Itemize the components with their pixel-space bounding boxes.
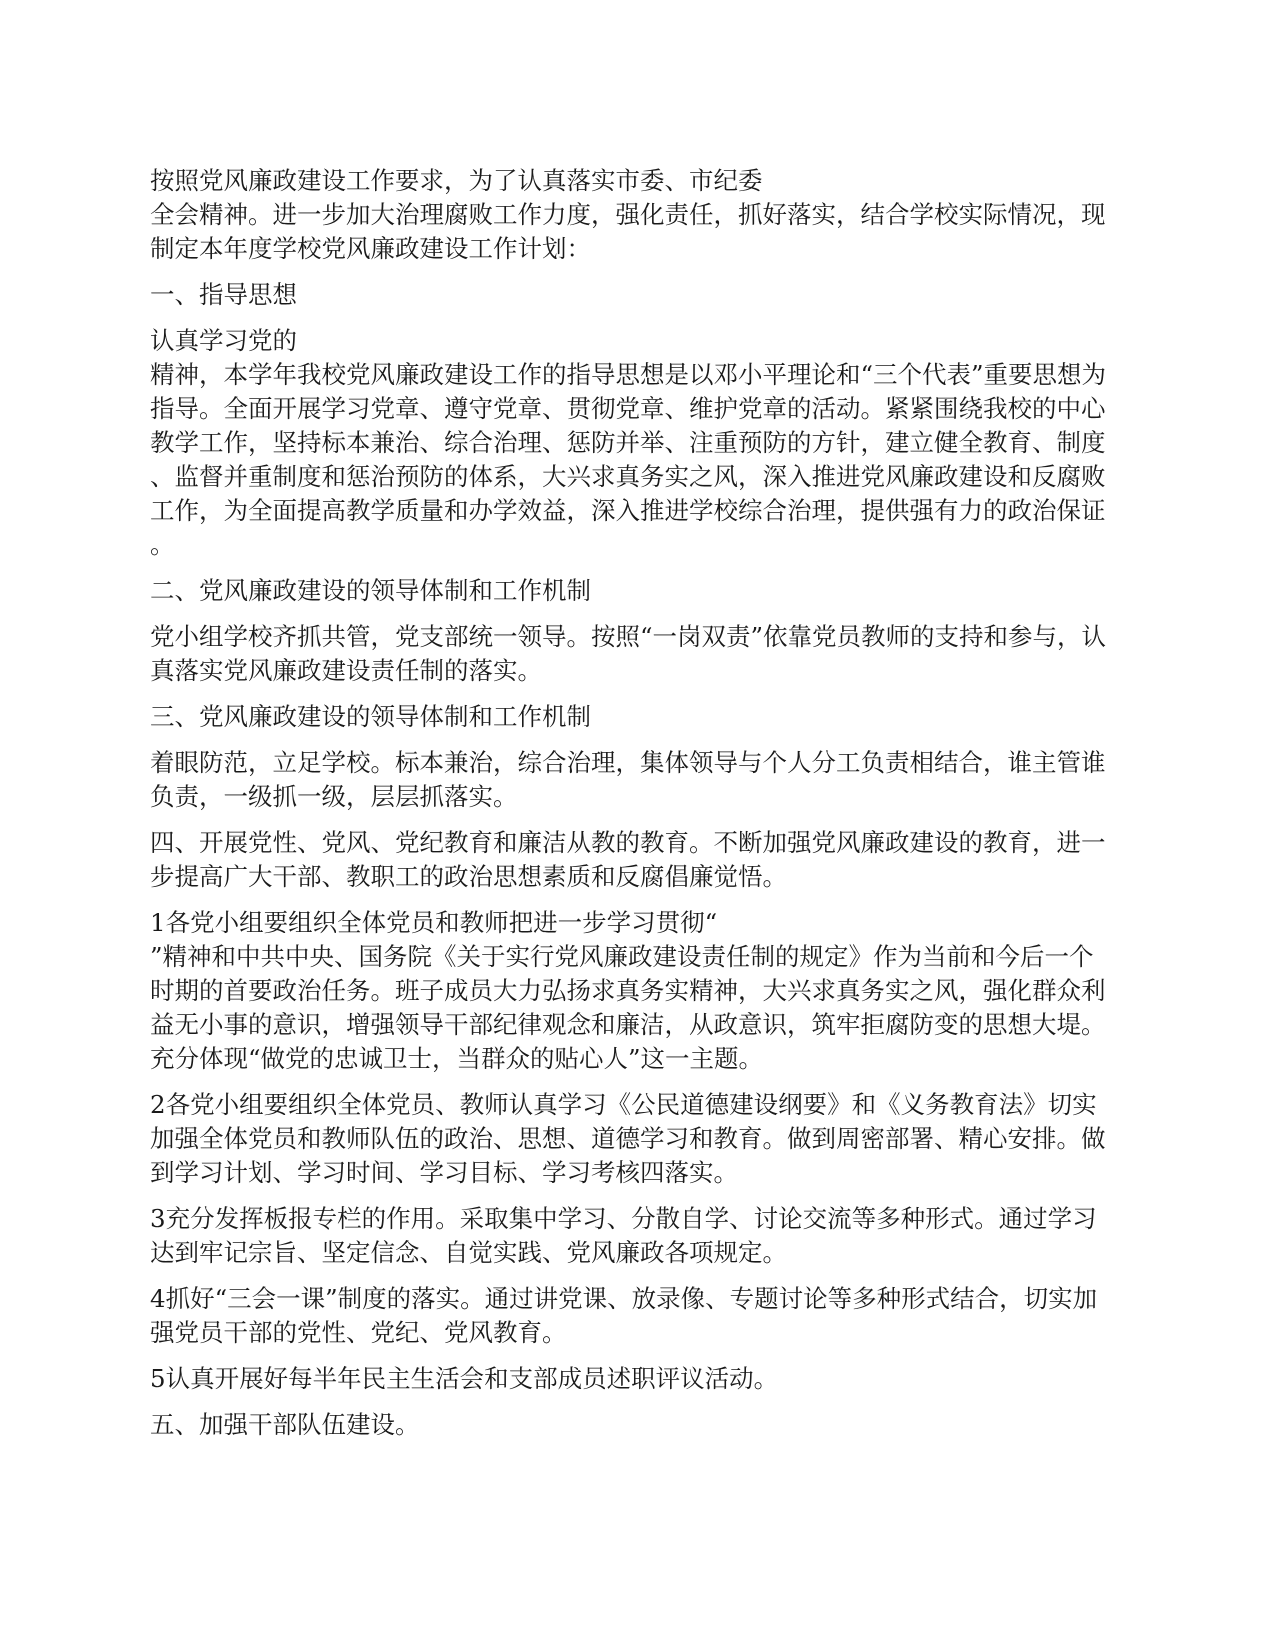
text-line: 充分体现“做党的忠诚卫士，当群众的贴心人”这一主题。: [150, 1044, 764, 1073]
text-line: 步提高广大干部、教职工的政治思想素质和反腐倡廉觉悟。: [150, 862, 787, 891]
paragraph: [150, 700, 1125, 734]
text-line: 五、加强干部队伍建设。: [150, 1410, 420, 1439]
text-line: 制定本年度学校党风廉政建设工作计划：: [150, 234, 591, 263]
text-line: 四、开展党性、党风、党纪教育和廉洁从教的教育。不断加强党风廉政建设的教育，进一: [150, 828, 1106, 857]
text-line: 加强全体党员和教师队伍的政治、思想、道德学习和教育。做到周密部署、精心安排。做: [150, 1124, 1106, 1153]
text-line: 党小组学校齐抓共管，党支部统一领导。按照“一岗双责”依靠党员教师的支持和参与，认: [150, 622, 1107, 651]
paragraph: [150, 1362, 1125, 1396]
text-line: 全会精神。进一步加大治理腐败工作力度，强化责任，抓好落实，结合学校实际情况，现: [150, 200, 1106, 229]
document-body: [150, 164, 1125, 1442]
text-line: 按照党风廉政建设工作要求，为了认真落实市委、市纪委: [150, 166, 763, 195]
text-line: 、监督并重制度和惩治预防的体系，大兴求真务实之风，深入推进党风廉政建设和反腐败: [150, 462, 1106, 491]
document-page: [150, 164, 1125, 1454]
text-line: 5认真开展好每半年民主生活会和支部成员述职评议活动。: [150, 1364, 779, 1393]
text-line: 时期的首要政治任务。班子成员大力弘扬求真务实精神，大兴求真务实之风，强化群众利: [150, 976, 1106, 1005]
paragraph: [150, 574, 1125, 608]
paragraph: [150, 1202, 1125, 1270]
text-line: 指导。全面开展学习党章、遵守党章、贯彻党章、维护党章的活动。紧紧围绕我校的中心: [150, 394, 1106, 423]
paragraph: [150, 324, 1125, 562]
text-line: 达到牢记宗旨、坚定信念、自觉实践、党风廉政各项规定。: [150, 1238, 787, 1267]
paragraph: [150, 164, 1125, 266]
paragraph: [150, 278, 1125, 312]
text-line: 精神，本学年我校党风廉政建设工作的指导思想是以邓小平理论和“三个代表”重要思想为: [150, 360, 1107, 389]
text-line: 真落实党风廉政建设责任制的落实。: [150, 656, 542, 685]
text-line: 一、指导思想: [150, 280, 297, 309]
text-line: 二、党风廉政建设的领导体制和工作机制: [150, 576, 591, 605]
text-line: ”精神和中共中央、国务院《关于实行党风廉政建设责任制的规定》作为当前和今后一个: [150, 942, 1094, 971]
text-line: 三、党风廉政建设的领导体制和工作机制: [150, 702, 591, 731]
text-line: 着眼防范，立足学校。标本兼治，综合治理，集体领导与个人分工负责相结合，谁主管谁: [150, 748, 1106, 777]
text-line: 。: [150, 530, 175, 559]
text-line: 1各党小组要组织全体党员和教师把进一步学习贯彻“: [150, 908, 718, 937]
paragraph: [150, 620, 1125, 688]
text-line: 到学习计划、学习时间、学习目标、学习考核四落实。: [150, 1158, 738, 1187]
text-line: 强党员干部的党性、党纪、党风教育。: [150, 1318, 567, 1347]
text-line: 益无小事的意识，增强领导干部纪律观念和廉洁，从政意识，筑牢拒腐防变的思想大堤。: [150, 1010, 1106, 1039]
text-line: 4抓好“三会一课”制度的落实。通过讲党课、放录像、专题讨论等多种形式结合，切实加: [150, 1284, 1098, 1313]
paragraph: [150, 826, 1125, 894]
paragraph: [150, 746, 1125, 814]
text-line: 2各党小组要组织全体党员、教师认真学习《公民道德建设纲要》和《义务教育法》切实: [150, 1090, 1097, 1119]
paragraph: [150, 906, 1125, 1076]
text-line: 教学工作，坚持标本兼治、综合治理、惩防并举、注重预防的方针，建立健全教育、制度: [150, 428, 1106, 457]
paragraph: [150, 1088, 1125, 1190]
text-line: 负责，一级抓一级，层层抓落实。: [150, 782, 518, 811]
text-line: 3充分发挥板报专栏的作用。采取集中学习、分散自学、讨论交流等多种形式。通过学习: [150, 1204, 1097, 1233]
text-line: 工作，为全面提高教学质量和办学效益，深入推进学校综合治理，提供强有力的政治保证: [150, 496, 1106, 525]
paragraph: [150, 1408, 1125, 1442]
text-line: 认真学习党的: [150, 326, 297, 355]
paragraph: [150, 1282, 1125, 1350]
